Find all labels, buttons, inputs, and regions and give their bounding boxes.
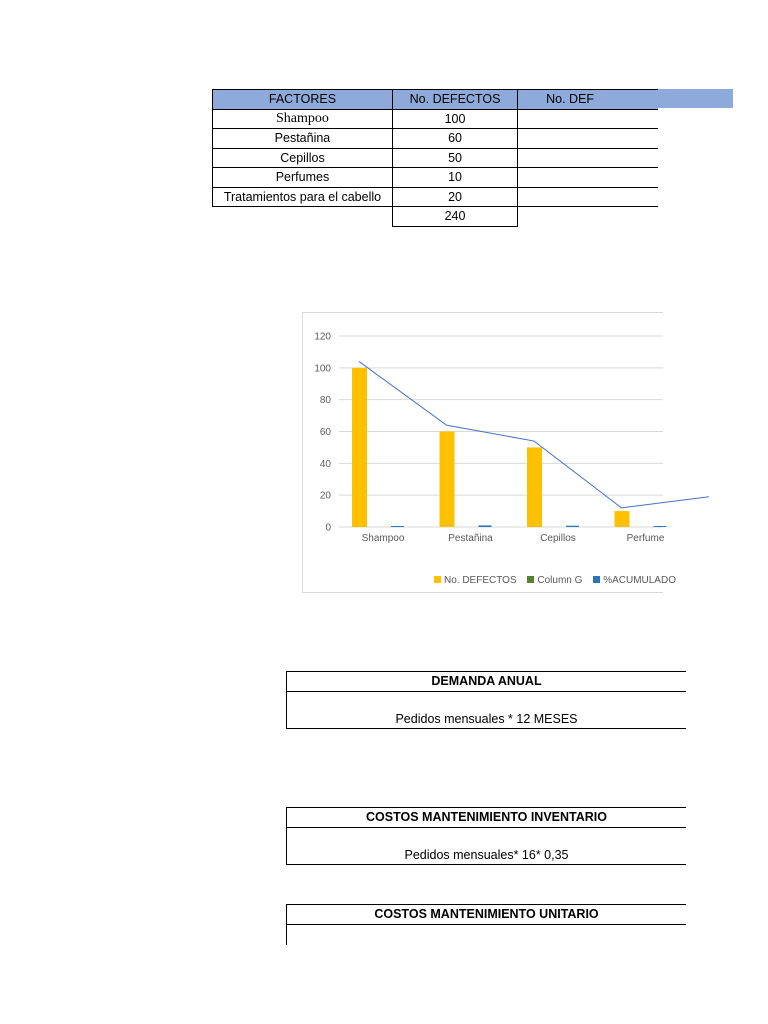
x-tick-label: Pestañina <box>448 533 493 544</box>
section-title[interactable]: DEMANDA ANUAL <box>286 671 686 692</box>
bar <box>352 368 367 527</box>
bar <box>391 526 404 527</box>
legend-item <box>527 575 582 586</box>
demanda-anual-box <box>286 671 686 729</box>
section-body[interactable] <box>286 925 686 945</box>
chart-legend <box>434 575 684 586</box>
section-body[interactable]: Pedidos mensuales * 12 MESES <box>286 692 686 729</box>
cell-factor[interactable]: Perfumes <box>213 168 393 188</box>
y-tick-label: 40 <box>319 458 331 470</box>
table-total-row <box>213 207 659 227</box>
legend-label: No. DEFECTOS <box>444 575 517 586</box>
header-factores[interactable]: FACTORES <box>213 90 393 110</box>
cell-defectos[interactable]: 100 <box>392 109 517 129</box>
pareto-chart[interactable] <box>302 312 676 593</box>
header-no-defectos[interactable]: No. DEFECTOS <box>392 90 517 110</box>
cell-total[interactable]: 240 <box>392 207 517 227</box>
y-tick-label: 60 <box>319 427 331 438</box>
table-header-row <box>213 90 659 110</box>
y-tick-label: 100 <box>314 363 331 375</box>
cell-defectos[interactable]: 20 <box>392 187 517 207</box>
bar <box>615 511 630 527</box>
cell-defectos[interactable]: 50 <box>392 148 517 168</box>
section-title[interactable]: COSTOS MANTENIMIENTO INVENTARIO <box>286 807 686 828</box>
y-tick-label: 0 <box>325 522 331 534</box>
legend-item <box>593 575 676 586</box>
bar <box>566 526 579 527</box>
cell-defectos[interactable]: 10 <box>392 168 517 188</box>
bar <box>440 432 455 528</box>
costos-unitario-box <box>286 904 686 945</box>
cell-defectos[interactable]: 60 <box>392 129 517 149</box>
legend-swatch <box>434 576 441 583</box>
legend-label: Column G <box>537 575 583 586</box>
chart-plot <box>303 313 663 592</box>
x-tick-label: Cepillos <box>540 533 576 544</box>
table-row <box>213 129 659 149</box>
cell-empty[interactable] <box>518 148 658 168</box>
bar <box>527 447 542 527</box>
legend-item <box>434 575 517 586</box>
costos-inventario-box <box>286 807 686 865</box>
y-tick-label: 120 <box>314 331 331 343</box>
cell-factor[interactable]: Tratamientos para el cabello <box>213 187 393 207</box>
legend-label: %ACUMULADO <box>603 575 676 586</box>
table-row <box>213 109 659 129</box>
bar <box>479 525 492 527</box>
x-tick-label: Shampoo <box>361 533 405 544</box>
cell-empty[interactable] <box>518 109 658 129</box>
y-tick-label: 20 <box>319 490 331 502</box>
legend-swatch <box>527 576 534 583</box>
bar <box>654 526 667 527</box>
section-title[interactable]: COSTOS MANTENIMIENTO UNITARIO <box>286 904 686 925</box>
header-no-def-cut[interactable]: No. DEF <box>518 90 658 110</box>
table-row <box>213 187 659 207</box>
legend-swatch <box>593 576 600 583</box>
y-tick-label: 80 <box>319 395 331 407</box>
header-row-overflow <box>658 89 733 108</box>
section-body[interactable]: Pedidos mensuales* 16* 0,35 <box>286 828 686 865</box>
cell-blank <box>518 207 658 227</box>
table-row <box>213 168 659 188</box>
cell-empty[interactable] <box>518 168 658 188</box>
cell-empty[interactable] <box>518 129 658 149</box>
cell-blank <box>213 207 393 227</box>
cell-empty[interactable] <box>518 187 658 207</box>
cell-factor[interactable]: Pestañina <box>213 129 393 149</box>
factors-table <box>212 89 658 227</box>
table-row <box>213 148 659 168</box>
x-tick-label: Perfume <box>626 533 665 544</box>
cell-factor[interactable]: Shampoo <box>213 109 393 129</box>
cell-factor[interactable]: Cepillos <box>213 148 393 168</box>
